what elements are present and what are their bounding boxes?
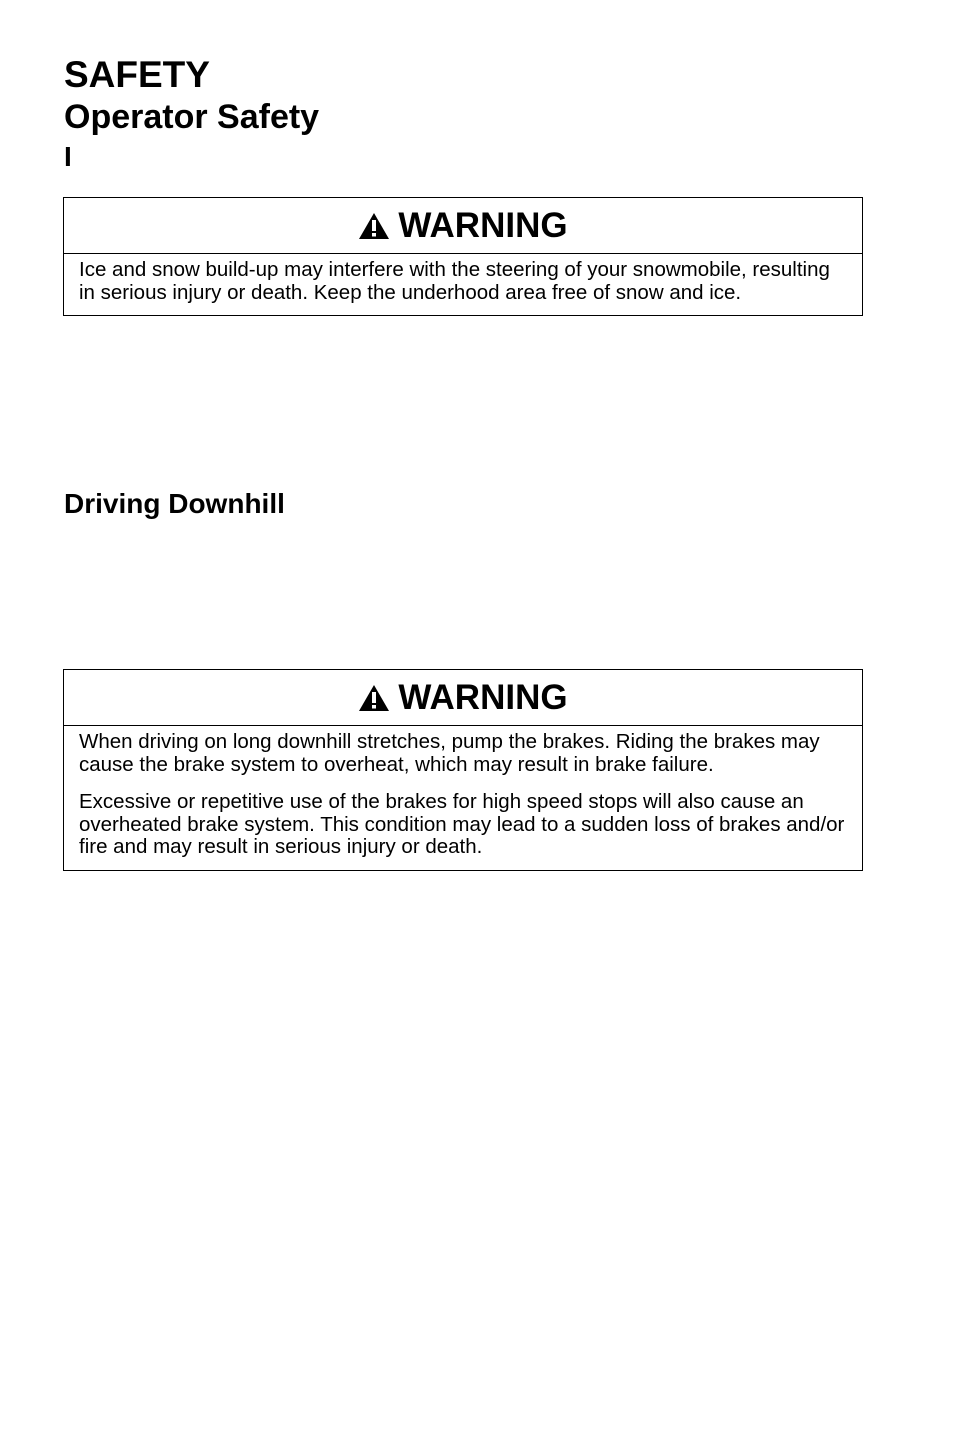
page-subtitle: Operator Safety [64, 98, 320, 136]
warning-header [64, 198, 862, 254]
warning-triangle-icon [358, 212, 390, 240]
warning-header [64, 670, 862, 726]
warning-text: Ice and snow build-up may interfere with the steering of your snowmobile, resulting in serious injury or death. Keep the underhood area free of snow and ice. [79, 258, 830, 304]
section-heading-driving-downhill: Driving Downhill [64, 488, 285, 519]
warning-label: WARNING [398, 677, 568, 717]
warning-box-brakes [63, 669, 863, 871]
warning-body [64, 254, 862, 315]
section-marker: I [64, 141, 72, 172]
warning-body [64, 726, 862, 870]
warning-box-steering [63, 197, 863, 316]
warning-text: When driving on long downhill stretches, pump the brakes. Riding the brakes may cause the brake system to overheat, which may result in brake failure. [79, 730, 820, 776]
warning-triangle-icon [358, 684, 390, 712]
warning-label: WARNING [398, 205, 568, 245]
page-title: SAFETY [64, 54, 210, 95]
warning-text: Excessive or repetitive use of the brakes for high speed stops will also cause an overheated brake system. This condition may lead to a sudden loss of brakes and/or fire and may result in serious injury or death. [79, 790, 845, 858]
